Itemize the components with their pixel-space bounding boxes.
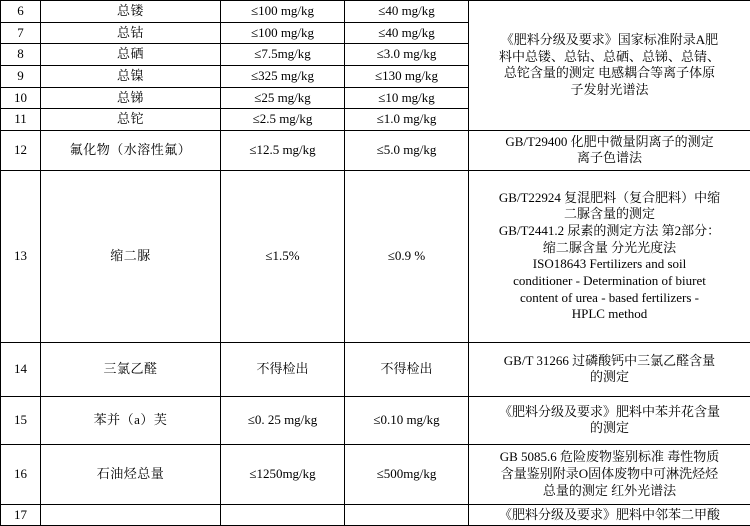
table-row [1, 342, 750, 396]
row-method [469, 504, 750, 526]
row-value1: ≤100 mg/kg [221, 1, 345, 23]
method-line: 二脲含量的测定 [472, 206, 747, 223]
row-item: 三氯乙醛 [41, 342, 221, 396]
row-index: 12 [1, 130, 41, 170]
row-value1: ≤325 mg/kg [221, 65, 345, 87]
row-value1: ≤1.5% [221, 170, 345, 342]
row-method [469, 342, 750, 396]
row-item: 总锑 [41, 87, 221, 109]
row-method [469, 444, 750, 504]
row-value1: ≤0. 25 mg/kg [221, 396, 345, 444]
row-value1: ≤7.5mg/kg [221, 44, 345, 66]
row-method [469, 396, 750, 444]
row-value1: ≤12.5 mg/kg [221, 130, 345, 170]
row-index: 6 [1, 1, 41, 23]
row-value2: ≤1.0 mg/kg [345, 109, 469, 131]
method-line: GB 5085.6 危险废物鉴别标准 毒性物质 [472, 449, 747, 466]
row-value1: ≤25 mg/kg [221, 87, 345, 109]
row-item [41, 504, 221, 526]
method-line: content of urea - based fertilizers - [472, 290, 747, 307]
row-value2: ≤40 mg/kg [345, 1, 469, 23]
method-line: 的测定 [472, 420, 747, 437]
method-line: HPLC method [472, 306, 747, 323]
row-value2: ≤0.9 % [345, 170, 469, 342]
row-index: 16 [1, 444, 41, 504]
method-line: 《肥料分级及要求》肥料中苯并花含量 [472, 404, 747, 421]
row-value2: ≤5.0 mg/kg [345, 130, 469, 170]
row-index: 10 [1, 87, 41, 109]
table-body [1, 1, 750, 526]
method-line: conditioner - Determination of biuret [472, 273, 747, 290]
row-value1: ≤100 mg/kg [221, 22, 345, 44]
row-item: 总铊 [41, 109, 221, 131]
row-item: 总镂 [41, 1, 221, 23]
row-index: 13 [1, 170, 41, 342]
row-value1: 不得检出 [221, 342, 345, 396]
row-value2: ≤10 mg/kg [345, 87, 469, 109]
row-index: 9 [1, 65, 41, 87]
method-line: GB/T22924 复混肥料（复合肥料）中缩 [472, 190, 747, 207]
row-item: 缩二脲 [41, 170, 221, 342]
row-value2: 不得检出 [345, 342, 469, 396]
row-value2: ≤0.10 mg/kg [345, 396, 469, 444]
row-value2: ≤40 mg/kg [345, 22, 469, 44]
row-method [469, 1, 750, 131]
method-line: 的测定 [472, 369, 747, 386]
row-item: 总钴 [41, 22, 221, 44]
method-line: 缩二脲含量 分光光度法 [472, 240, 747, 257]
row-index: 11 [1, 109, 41, 131]
method-line: GB/T2441.2 尿素的测定方法 第2部分： [472, 223, 747, 240]
method-line: 《肥料分级及要求》肥料中邻苯二甲酸 [472, 507, 747, 524]
row-item: 石油烃总量 [41, 444, 221, 504]
table-row [1, 170, 750, 342]
row-method [469, 170, 750, 342]
table-row [1, 1, 750, 23]
row-value2 [345, 504, 469, 526]
method-line: 离子色谱法 [472, 150, 747, 167]
method-line: GB/T29400 化肥中微量阴离子的测定 [472, 134, 747, 151]
row-value1: ≤1250mg/kg [221, 444, 345, 504]
method-line: 总铊含量的测定 电感耦合等离子体原 [472, 65, 747, 82]
table-row [1, 130, 750, 170]
row-value2: ≤3.0 mg/kg [345, 44, 469, 66]
method-line: 料中总镂、总钴、总硒、总锑、总锖、 [472, 49, 747, 66]
row-index: 17 [1, 504, 41, 526]
method-line: 总量的测定 红外光谱法 [472, 483, 747, 500]
method-line: GB/T 31266 过磷酸钙中三氯乙醛含量 [472, 353, 747, 370]
method-line: ISO18643 Fertilizers and soil [472, 256, 747, 273]
row-value2: ≤130 mg/kg [345, 65, 469, 87]
row-index: 8 [1, 44, 41, 66]
row-item: 总镍 [41, 65, 221, 87]
table-row [1, 444, 750, 504]
row-index: 7 [1, 22, 41, 44]
row-value1 [221, 504, 345, 526]
row-method [469, 130, 750, 170]
row-item: 总硒 [41, 44, 221, 66]
row-value2: ≤500mg/kg [345, 444, 469, 504]
table-row [1, 396, 750, 444]
row-item: 苯并（a）芙 [41, 396, 221, 444]
row-index: 15 [1, 396, 41, 444]
method-line: 子发射光谱法 [472, 82, 747, 99]
row-item: 氟化物（水溶性氟） [41, 130, 221, 170]
method-line: 《肥料分级及要求》国家标准附录A肥 [472, 32, 747, 49]
table-row [1, 504, 750, 526]
row-index: 14 [1, 342, 41, 396]
method-line: 含量鉴别附录O固体废物中可淋洗烃烃 [472, 466, 747, 483]
row-value1: ≤2.5 mg/kg [221, 109, 345, 131]
